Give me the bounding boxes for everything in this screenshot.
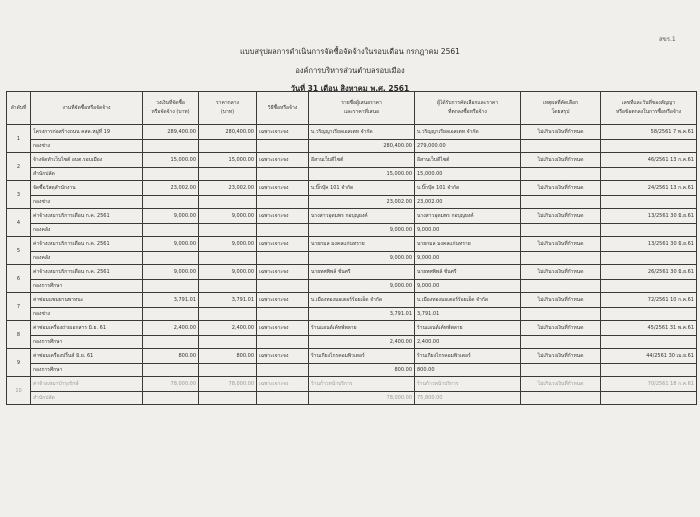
row-number: 7 [7, 293, 31, 321]
table-row [7, 321, 697, 336]
row-unit: สำนักปลัด [31, 168, 143, 181]
empty-cell [199, 168, 257, 181]
row-reason: ไม่เกินวงเงินที่กำหนด [521, 153, 601, 168]
row-budget: 9,000.00 [143, 237, 199, 252]
row-winner: ร้านเกียงไกรคอมพิวเตอร์ [415, 349, 521, 364]
row-contract: 58/2561 7 พ.ค.61 [601, 125, 697, 140]
row-number: 6 [7, 265, 31, 293]
row-bid-price: 9,000.00 [309, 224, 415, 237]
row-method: เฉพาะเจาะจง [257, 321, 309, 336]
table-row [7, 125, 697, 140]
table-row [7, 377, 697, 392]
row-item: ค่าซ่อมแซมยานพาหนะ [31, 293, 143, 308]
empty-cell [199, 364, 257, 377]
col-header-median: ราคากลาง (บาท) [199, 92, 257, 125]
empty-cell [199, 252, 257, 265]
empty-cell [143, 308, 199, 321]
row-unit: สำนักปลัด [31, 392, 143, 405]
table-row-sub [7, 252, 697, 265]
empty-cell [257, 224, 309, 237]
table-row [7, 181, 697, 196]
row-win-price: 9,000.00 [415, 280, 521, 293]
row-unit: กองการศึกษา [31, 336, 143, 349]
row-budget: 800.00 [143, 349, 199, 364]
empty-cell [521, 224, 601, 237]
row-budget: 289,400.00 [143, 125, 199, 140]
row-winner: ร้านก้าวหน้าบริการ [415, 377, 521, 392]
row-item: ค่าจ้างเหมาบริการเดือน ก.ค. 2561 [31, 209, 143, 224]
empty-cell [257, 364, 309, 377]
row-win-price: 3,791.01 [415, 308, 521, 321]
col-header-method: วิธีซื้อหรือจ้าง [257, 92, 309, 125]
empty-cell [199, 140, 257, 153]
row-reason: ไม่เกินวงเงินที่กำหนด [521, 293, 601, 308]
col-header-no: ลำดับที่ [7, 92, 31, 125]
row-bid-price: 280,400.00 [309, 140, 415, 153]
row-reason: ไม่เกินวงเงินที่กำหนด [521, 237, 601, 252]
empty-cell [143, 364, 199, 377]
row-winner: บ.บิ๊กบุ๊ค 101 จำกัด [415, 181, 521, 196]
row-item: ค่าซ่อมเครื่องถ่ายเอกสาร มิ.ย. 61 [31, 321, 143, 336]
row-number: 10 [7, 377, 31, 405]
table-row-sub [7, 196, 697, 209]
row-median: 23,002.00 [199, 181, 257, 196]
empty-cell [143, 252, 199, 265]
col-header-winner: ผู้ได้รับการคัดเลือกและราคา ที่ตกลงซื้อหรือจ้าง [415, 92, 521, 125]
col-header-budget: วงเงินที่จัดซื้อ หรือจัดจ้าง (บาท) [143, 92, 199, 125]
row-bidder: นางสาวอุดมพร กอบุญยงค์ [309, 209, 415, 224]
row-median: 800.00 [199, 349, 257, 364]
table-row-sub [7, 224, 697, 237]
organization-name: องค์การบริหารส่วนตำบลรอบเมือง [295, 66, 405, 75]
row-item: ค่าจ้างเหมาบำรุงรักษ์ [31, 377, 143, 392]
empty-cell [143, 224, 199, 237]
row-method: เฉพาะเจาะจง [257, 349, 309, 364]
row-reason: ไม่เกินวงเงินที่กำหนด [521, 321, 601, 336]
row-number: 9 [7, 349, 31, 377]
row-win-price: 23,002.00 [415, 196, 521, 209]
row-winner: นายกมล มงคลแก่นทราย [415, 237, 521, 252]
row-method: เฉพาะเจาะจง [257, 293, 309, 308]
row-bidder: ร้านก้าวหน้าบริการ [309, 377, 415, 392]
empty-cell [199, 336, 257, 349]
row-win-price: 15,000.00 [415, 168, 521, 181]
empty-cell [601, 168, 697, 181]
row-contract: 45/2561 31 พ.ค.61 [601, 321, 697, 336]
row-median: 2,400.00 [199, 321, 257, 336]
row-method: เฉพาะเจาะจง [257, 181, 309, 196]
row-number: 2 [7, 153, 31, 181]
row-reason: ไม่เกินวงเงินที่กำหนด [521, 377, 601, 392]
row-reason: ไม่เกินวงเงินที่กำหนด [521, 181, 601, 196]
report-date: วันที่ 31 เดือน สิงหาคม พ.ศ. 2561 [290, 84, 410, 93]
row-item: จ้างจัดทำเว็บไซต์ อบต.รอบเมือง [31, 153, 143, 168]
row-contract: 13/2561 30 มิ.ย.61 [601, 237, 697, 252]
row-bid-price: 800.00 [309, 364, 415, 377]
col-header-reason: เหตุผลที่คัดเลือก โดยสรุป [521, 92, 601, 125]
row-winner: บ.วริญญาเรียลเอสเตท จำกัด [415, 125, 521, 140]
row-winner: อีสานเว็บดีไซต์ [415, 153, 521, 168]
row-bid-price: 9,000.00 [309, 280, 415, 293]
table-row [7, 293, 697, 308]
row-win-price: 800.00 [415, 364, 521, 377]
empty-cell [521, 252, 601, 265]
empty-cell [521, 364, 601, 377]
row-method: เฉพาะเจาะจง [257, 153, 309, 168]
row-contract: 44/2561 30 เม.ย.61 [601, 349, 697, 364]
page-tag: สขร.1 [659, 36, 676, 43]
table-row [7, 153, 697, 168]
empty-cell [601, 280, 697, 293]
empty-cell [199, 196, 257, 209]
row-budget: 15,000.00 [143, 153, 199, 168]
row-reason: ไม่เกินวงเงินที่กำหนด [521, 349, 601, 364]
row-contract: 24/2561 13 ก.ค.61 [601, 181, 697, 196]
row-number: 1 [7, 125, 31, 153]
empty-cell [601, 252, 697, 265]
table-row-sub [7, 308, 697, 321]
row-number: 8 [7, 321, 31, 349]
row-median: 9,000.00 [199, 265, 257, 280]
empty-cell [199, 392, 257, 405]
row-unit: กองช่าง [31, 308, 143, 321]
row-win-price: 2,400.00 [415, 336, 521, 349]
row-budget: 9,000.00 [143, 265, 199, 280]
row-method: เฉพาะเจาะจง [257, 125, 309, 140]
empty-cell [601, 336, 697, 349]
row-win-price: 75,800.00 [415, 392, 521, 405]
empty-cell [601, 140, 697, 153]
row-item: ค่าจ้างเหมาบริการเดือน ก.ค. 2561 [31, 237, 143, 252]
row-budget: 23,002.00 [143, 181, 199, 196]
row-bidder: นายกมล มงคลแก่นทราย [309, 237, 415, 252]
empty-cell [601, 224, 697, 237]
empty-cell [257, 280, 309, 293]
empty-cell [199, 280, 257, 293]
row-method: เฉพาะเจาะจง [257, 265, 309, 280]
row-median: 280,400.00 [199, 125, 257, 140]
row-number: 5 [7, 237, 31, 265]
empty-cell [257, 336, 309, 349]
col-header-bidders: รายชื่อผู้เสนอราคา และราคาที่เสนอ [309, 92, 415, 125]
row-bidder: บ.บิ๊กบุ๊ค 101 จำกัด [309, 181, 415, 196]
table-row [7, 237, 697, 252]
empty-cell [601, 308, 697, 321]
row-bid-price: 2,400.00 [309, 336, 415, 349]
row-budget: 3,791.01 [143, 293, 199, 308]
empty-cell [521, 392, 601, 405]
row-number: 4 [7, 209, 31, 237]
empty-cell [601, 392, 697, 405]
row-bidder: บ.วริญญาเรียลเอสเตท จำกัด [309, 125, 415, 140]
empty-cell [257, 252, 309, 265]
row-budget: 78,000.00 [143, 377, 199, 392]
table-row-sub [7, 364, 697, 377]
row-bid-price: 78,000.00 [309, 392, 415, 405]
row-budget: 2,400.00 [143, 321, 199, 336]
row-median: 15,000.00 [199, 153, 257, 168]
table-row-sub [7, 336, 697, 349]
empty-cell [257, 308, 309, 321]
table-row [7, 349, 697, 364]
table-header-row [7, 92, 697, 125]
row-item: ค่าซ่อมเครื่องปริ้นส์ มิ.ย. 61 [31, 349, 143, 364]
row-unit: กองช่าง [31, 140, 143, 153]
col-header-item: งานที่จัดซื้อหรือจัดจ้าง [31, 92, 143, 125]
row-bidder: อีสานเว็บดีไซต์ [309, 153, 415, 168]
row-win-price: 9,000.00 [415, 252, 521, 265]
row-bidder: นายทศพิพล์ ชั่นศรี [309, 265, 415, 280]
row-bid-price: 23,002.00 [309, 196, 415, 209]
row-contract: 46/2561 13 ก.ค.61 [601, 153, 697, 168]
report-title: แบบสรุปผลการดำเนินการจัดซื้อจัดจ้างในรอบเดือน กรกฎาคม 2561 [240, 47, 460, 56]
empty-cell [143, 196, 199, 209]
row-reason: ไม่เกินวงเงินที่กำหนด [521, 209, 601, 224]
empty-cell [143, 336, 199, 349]
row-bidder: ร้านแอนด์เค้ทพ์พลาย [309, 321, 415, 336]
row-contract: 26/2561 30 มิ.ย.61 [601, 265, 697, 280]
row-winner: นายทศพิพล์ ชั่นศรี [415, 265, 521, 280]
empty-cell [601, 196, 697, 209]
empty-cell [521, 140, 601, 153]
empty-cell [143, 392, 199, 405]
empty-cell [521, 168, 601, 181]
row-contract: 72/2561 10 ก.ค.61 [601, 293, 697, 308]
row-median: 9,000.00 [199, 237, 257, 252]
row-win-price: 279,000.00 [415, 140, 521, 153]
row-unit: กองคลัง [31, 224, 143, 237]
empty-cell [257, 140, 309, 153]
row-unit: กองการศึกษา [31, 364, 143, 377]
row-median: 78,000.00 [199, 377, 257, 392]
row-budget: 9,000.00 [143, 209, 199, 224]
row-unit: กองช่าง [31, 196, 143, 209]
empty-cell [257, 168, 309, 181]
row-item: โครงการก่อสร้างถนน คสล.หมู่ที่ 19 [31, 125, 143, 140]
procurement-table [6, 91, 697, 405]
table-row [7, 265, 697, 280]
row-method: เฉพาะเจาะจง [257, 377, 309, 392]
table-row [7, 209, 697, 224]
table-row-sub [7, 140, 697, 153]
empty-cell [521, 308, 601, 321]
empty-cell [257, 392, 309, 405]
empty-cell [521, 336, 601, 349]
row-item: จัดซื้อวัสดุสำนักงาน [31, 181, 143, 196]
table-row-sub [7, 168, 697, 181]
empty-cell [199, 224, 257, 237]
empty-cell [257, 196, 309, 209]
row-number: 3 [7, 181, 31, 209]
row-reason: ไม่เกินวงเงินที่กำหนด [521, 265, 601, 280]
row-median: 9,000.00 [199, 209, 257, 224]
empty-cell [143, 168, 199, 181]
row-bidder: บ.เมืองทองมอเตอร์ร้อยเอ็ด จำกัด [309, 293, 415, 308]
table-row-sub [7, 392, 697, 405]
empty-cell [521, 280, 601, 293]
empty-cell [199, 308, 257, 321]
row-winner: ร้านแอนด์เค้ทพ์พลาย [415, 321, 521, 336]
row-win-price: 9,000.00 [415, 224, 521, 237]
row-bid-price: 15,000.00 [309, 168, 415, 181]
row-unit: กองคลัง [31, 252, 143, 265]
row-bid-price: 3,791.01 [309, 308, 415, 321]
row-contract: 13/2561 30 มิ.ย.61 [601, 209, 697, 224]
empty-cell [143, 280, 199, 293]
empty-cell [521, 196, 601, 209]
col-header-contract: เลขที่และวันที่ของสัญญา หรือข้อตกลงในการซื้อหรือจ้าง [601, 92, 697, 125]
empty-cell [143, 140, 199, 153]
row-median: 3,791.01 [199, 293, 257, 308]
table-row-sub [7, 280, 697, 293]
row-method: เฉพาะเจาะจง [257, 209, 309, 224]
row-winner: บ.เมืองทองมอเตอร์ร้อยเอ็ด จำกัด [415, 293, 521, 308]
row-reason: ไม่เกินวงเงินที่กำหนด [521, 125, 601, 140]
row-winner: นางสาวอุดมพร กอบุญยงค์ [415, 209, 521, 224]
row-method: เฉพาะเจาะจง [257, 237, 309, 252]
row-unit: กองการศึกษา [31, 280, 143, 293]
row-item: ค่าจ้างเหมาบริการเดือน ก.ค. 2561 [31, 265, 143, 280]
row-bid-price: 9,000.00 [309, 252, 415, 265]
row-bidder: ร้านเกียงไกรคอมพิวเตอร์ [309, 349, 415, 364]
row-contract: 70/2561 18 ก.ค.61 [601, 377, 697, 392]
empty-cell [601, 364, 697, 377]
